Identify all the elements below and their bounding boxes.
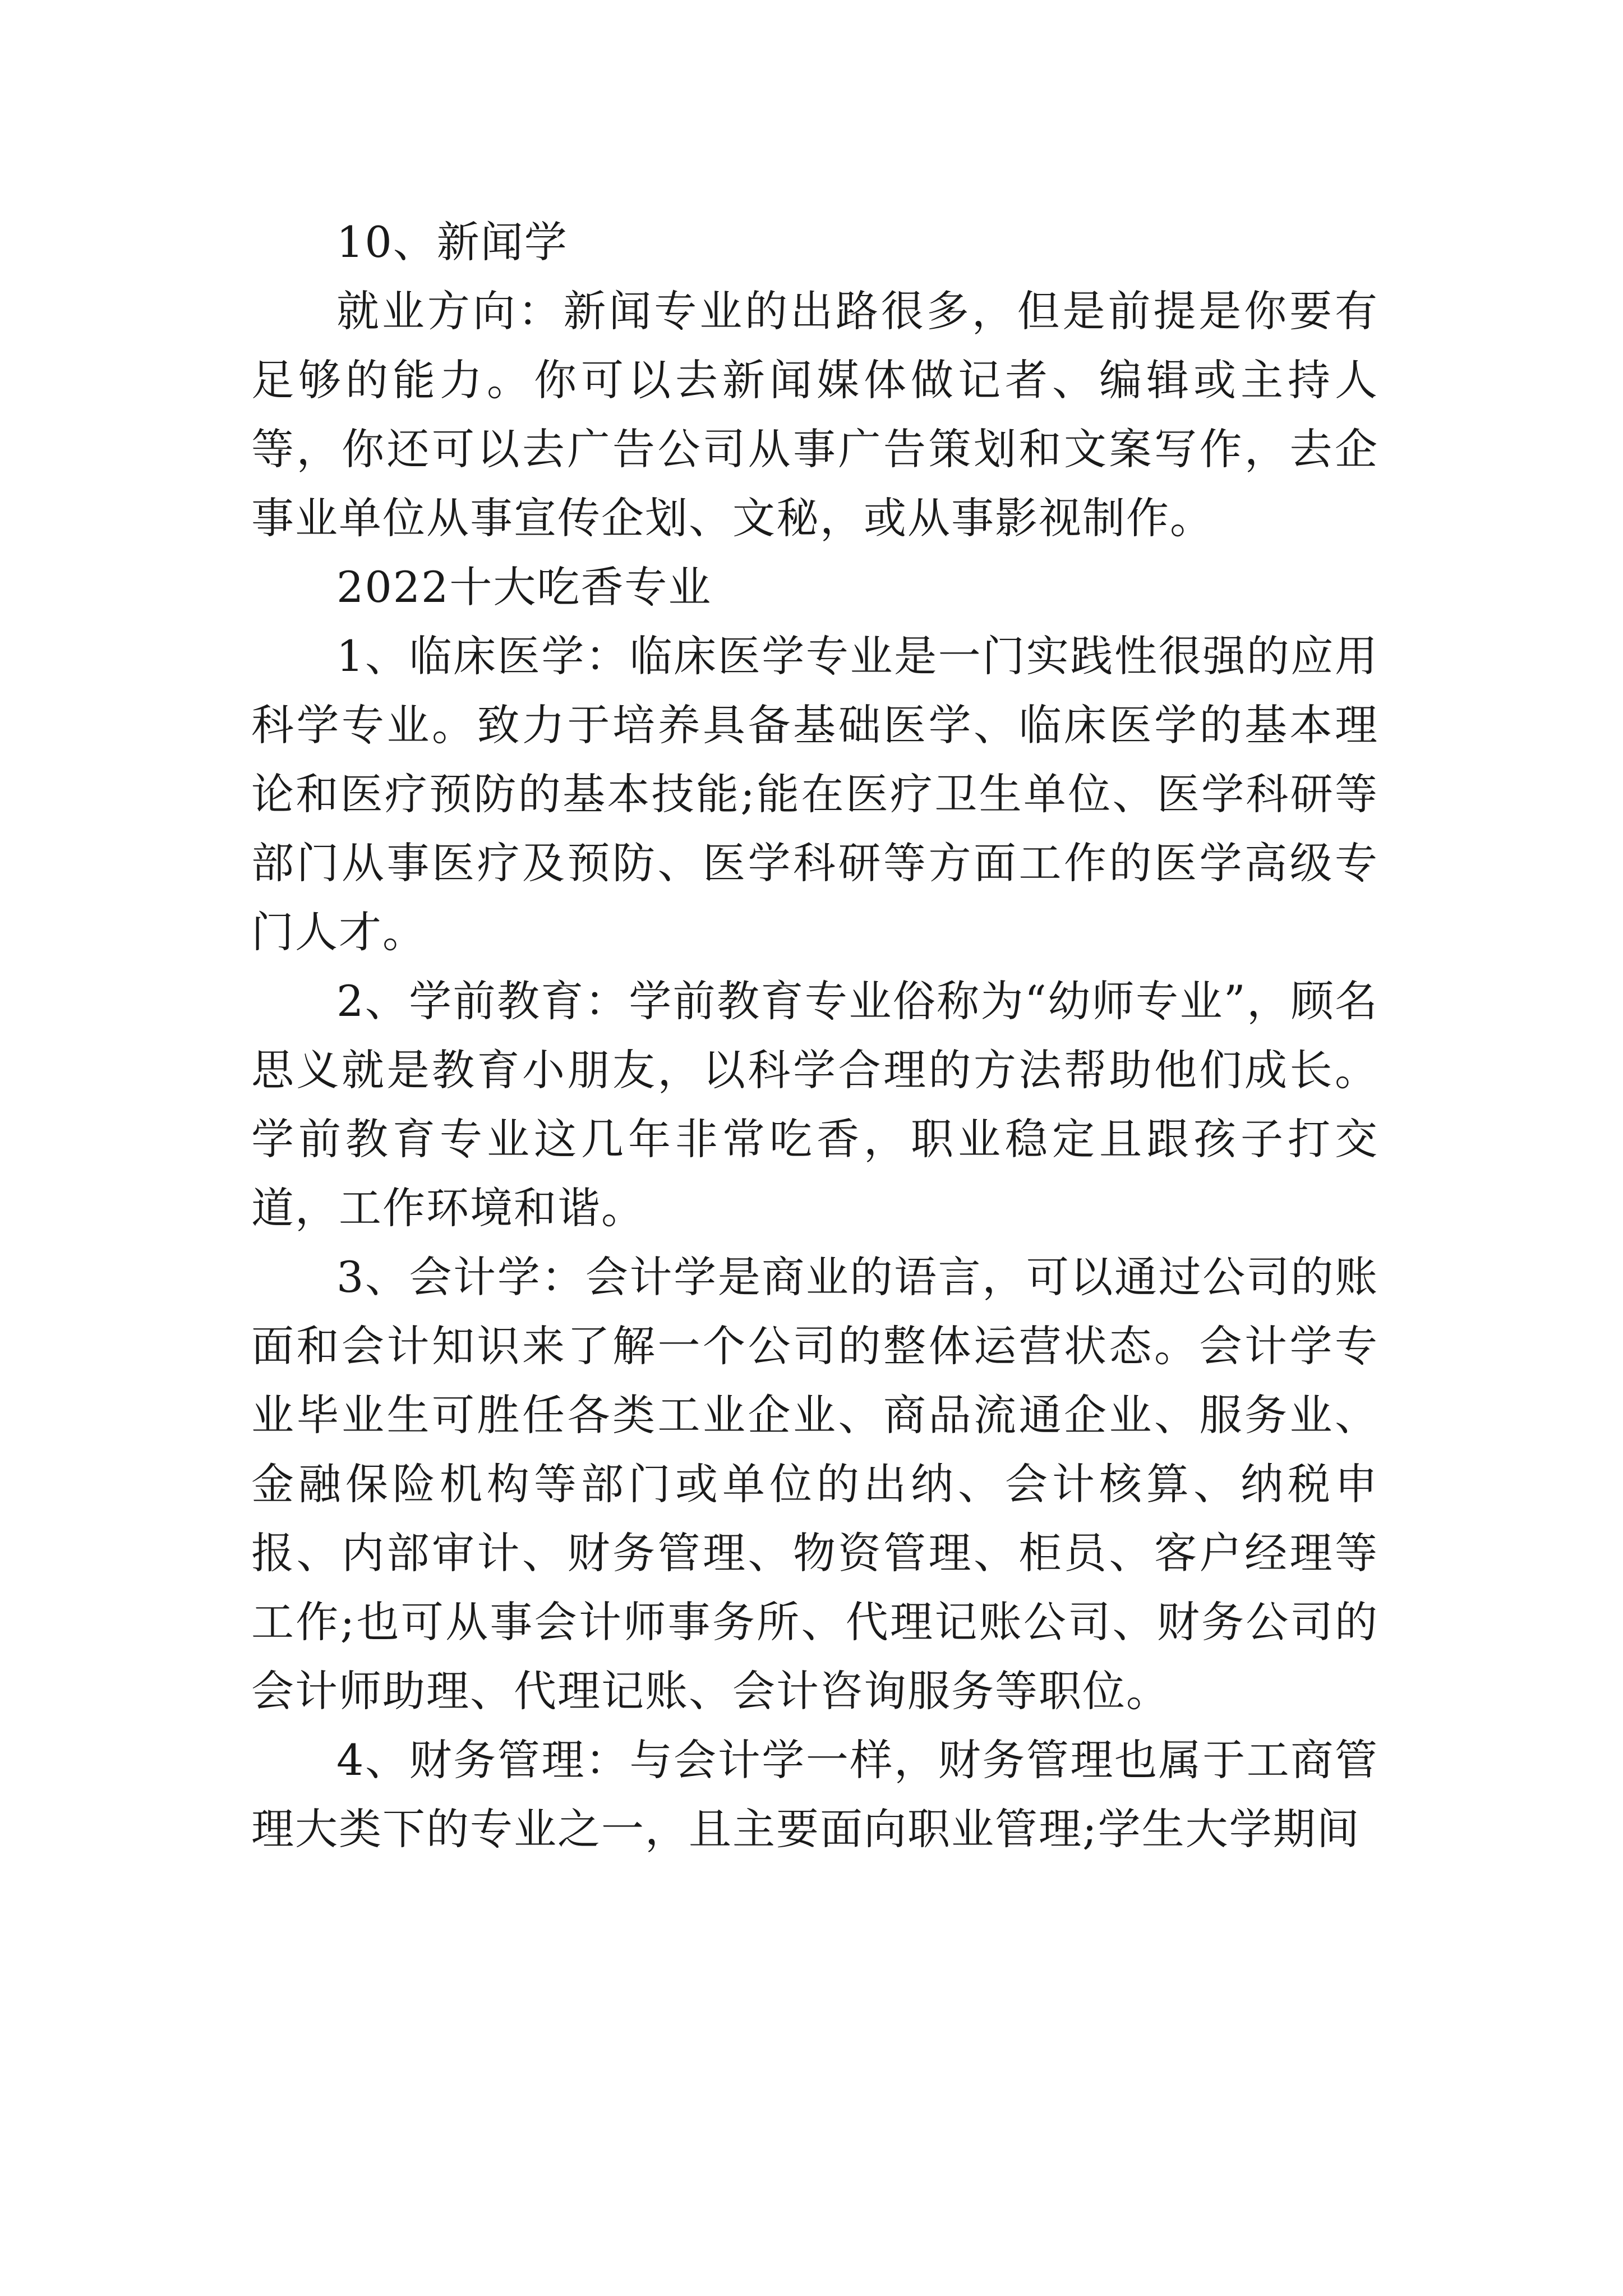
list-item-financial-management: 4、财务管理：与会计学一样，财务管理也属于工商管理大类下的专业之一，且主要面向职业管理;学生大学期间 [251, 1735, 1378, 1854]
list-heading: 2022十大吃香专业 [336, 562, 712, 612]
section-heading-journalism: 10、新闻学 [336, 217, 568, 267]
list-item-clinical-medicine: 1、临床医学：临床医学专业是一门实践性很强的应用科学专业。致力于培养具备基础医学、临床医学的基本理论和医疗预防的基本技能;能在医疗卫生单位、医学科研等部门从事医疗及预防、医学科研等方面工作的医学高级专门人才。 [251, 631, 1378, 957]
section-body-journalism: 就业方向：新闻专业的出路很多，但是前提是你要有足够的能力。你可以去新闻媒体做记者、编辑或主持人等，你还可以去广告公司从事广告策划和文案写作，去企事业单位从事宣传企划、文秘，或从事影视制作。 [251, 286, 1378, 543]
document-page [251, 208, 1378, 1864]
list-item-preschool-education: 2、学前教育：学前教育专业俗称为“幼师专业”，顾名思义就是教育小朋友，以科学合理的方法帮助他们成长。学前教育专业这几年非常吃香，职业稳定且跟孩子打交道，工作环境和谐。 [251, 976, 1378, 1233]
list-item-accounting: 3、会计学：会计学是商业的语言，可以通过公司的账面和会计知识来了解一个公司的整体运营状态。会计学专业毕业生可胜任各类工业企业、商品流通企业、服务业、金融保险机构等部门或单位的出纳、会计核算、纳税申报、内部审计、财务管理、物资管理、柜员、客户经理等工作;也可从事会计师事务所、代理记账公司、财务公司的会计师助理、代理记账、会计咨询服务等职位。 [251, 1252, 1378, 1716]
